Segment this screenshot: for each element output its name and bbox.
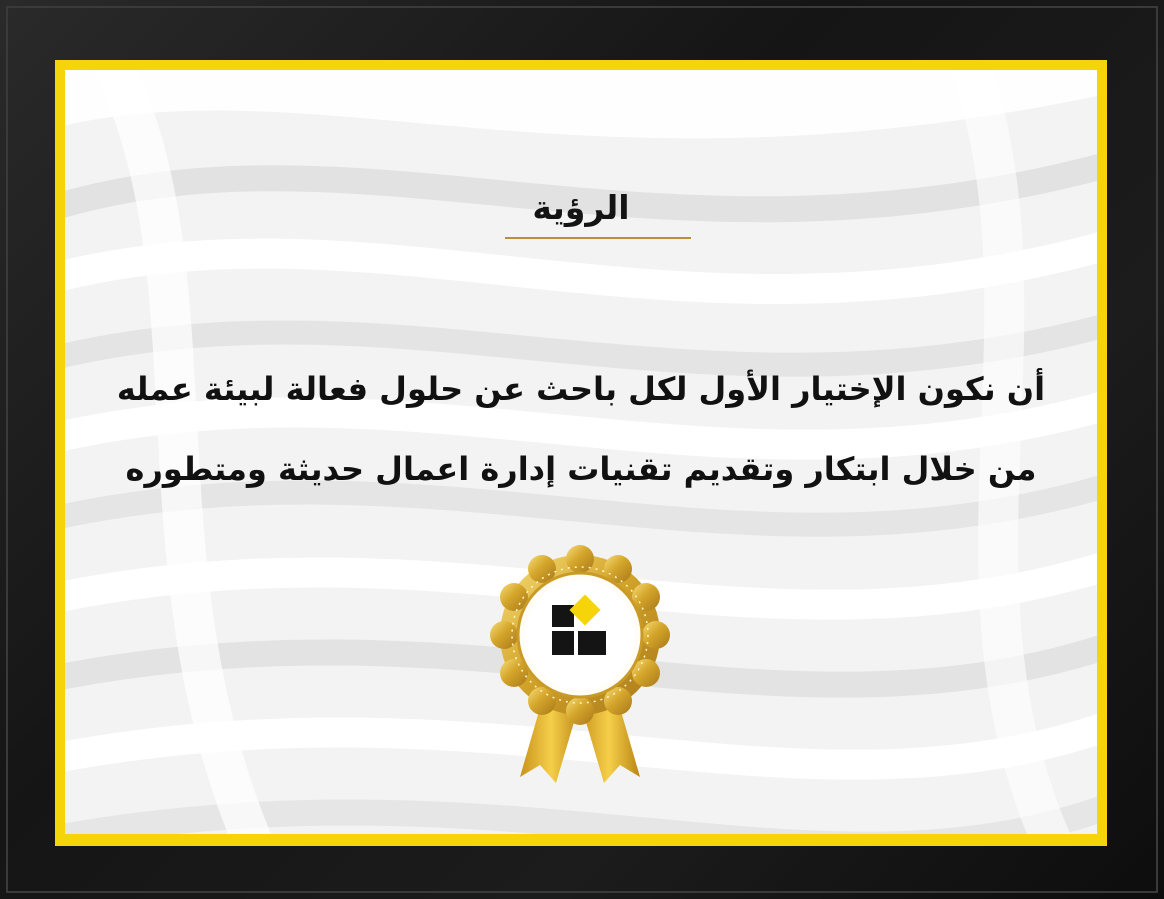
certificate-paper — [65, 70, 1097, 834]
certificate-title: الرؤية — [532, 188, 630, 227]
statement-line-1: أن نكون الإختيار الأول لكل باحث عن حلول فعالة لبيئة عمله — [116, 370, 1046, 408]
statement-line-2: من خلال ابتكار وتقديم تقنيات إدارة اعمال حديثة ومتطوره — [125, 450, 1037, 488]
title-underline — [505, 237, 691, 239]
gold-badge-icon — [490, 545, 670, 785]
yellow-border — [55, 60, 1107, 846]
